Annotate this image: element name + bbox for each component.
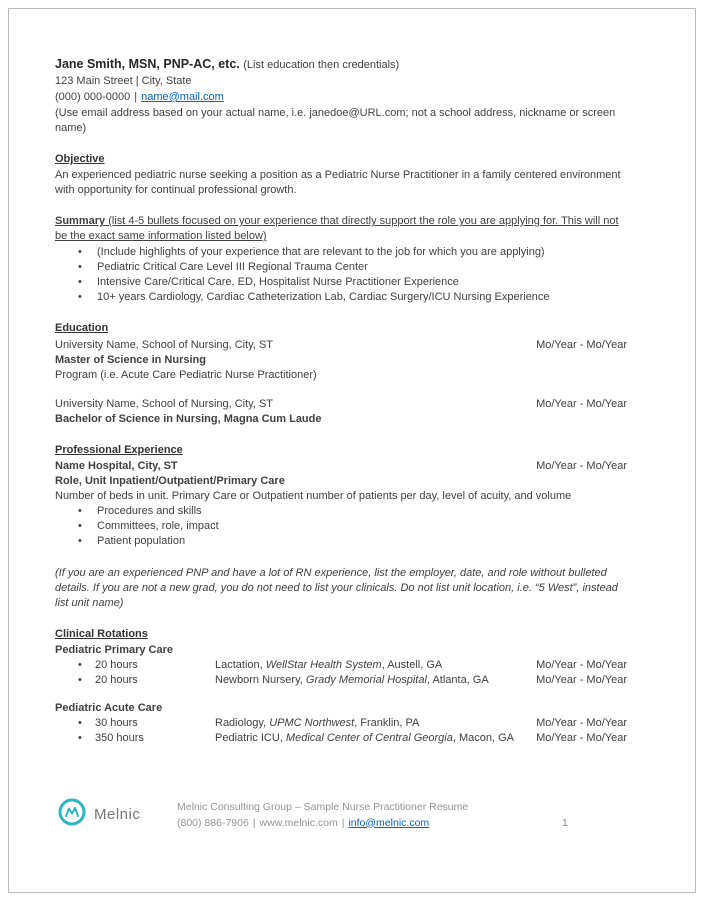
section-objective <box>55 152 627 198</box>
list-item <box>55 534 627 549</box>
program-name: Program (i.e. Acute Care Pediatric Nurse Practitioner) <box>55 369 317 381</box>
rotation-description: Pediatric ICU, Medical Center of Central Georgia, Macon, GA <box>215 732 514 744</box>
rotation-row <box>55 716 627 731</box>
school-name: University Name, School of Nursing, City, ST <box>55 398 274 410</box>
bullet-icon: • <box>78 732 82 744</box>
summary-bullet: (Include highlights of your experience that are relevant to the job for which you are applying) <box>97 246 545 258</box>
rotation-dates: Mo/Year - Mo/Year <box>536 659 627 671</box>
rotation-hours: 350 hours <box>95 732 144 744</box>
melnic-logo-icon <box>57 797 87 832</box>
rotation-group-title: Pediatric Primary Care <box>55 644 174 656</box>
footer-email-link[interactable]: info@melnic.com <box>348 816 430 829</box>
separator: | <box>134 91 138 103</box>
footer-website[interactable]: www.melnic.com <box>259 816 338 829</box>
facility-name: Medical Center of Central Georgia <box>285 732 453 744</box>
education-entry <box>55 338 627 383</box>
rotation-hours: 20 hours <box>95 659 138 671</box>
list-item <box>55 245 627 260</box>
address-line: 123 Main Street | City, State <box>55 75 192 87</box>
list-item <box>55 260 627 275</box>
bullet-icon: • <box>78 505 82 517</box>
objective-body: An experienced pediatric nurse seeking a position as a Pediatric Nurse Practitioner in a family centered environment with opportunity for continual professional growth. <box>55 169 621 196</box>
clinical-heading: Clinical Rotations <box>55 628 148 640</box>
separator: | <box>341 816 345 829</box>
facility-name: UPMC Northwest <box>269 717 355 729</box>
bullet-icon: • <box>78 659 82 671</box>
section-clinical-rotations <box>55 627 627 746</box>
summary-heading-note: (list 4-5 bullets focused on your experience that directly support the role you are applying for. This will not be the exact same information listed below) <box>55 215 619 242</box>
education-dates: Mo/Year - Mo/Year <box>536 398 627 410</box>
list-item <box>55 519 627 534</box>
facility-name: Grady Memorial Hospital <box>305 674 427 686</box>
rotation-hours: 20 hours <box>95 674 138 686</box>
experience-dates: Mo/Year - Mo/Year <box>536 460 627 472</box>
rotation-dates: Mo/Year - Mo/Year <box>536 717 627 729</box>
footer-text-block <box>177 799 468 831</box>
list-item <box>55 290 627 305</box>
bullet-icon: • <box>78 261 82 273</box>
rotation-dates: Mo/Year - Mo/Year <box>536 732 627 744</box>
resume-content <box>55 56 627 746</box>
footer-contact-line <box>177 815 468 831</box>
section-experience <box>55 443 627 611</box>
separator: | <box>252 816 256 829</box>
brand-wordmark: Melnic <box>94 805 141 823</box>
summary-bullet: Intensive Care/Critical Care, ED, Hospitalist Nurse Practitioner Experience <box>97 276 459 288</box>
degree-name: Master of Science in Nursing <box>55 354 206 366</box>
email-link[interactable]: name@mail.com <box>141 91 224 103</box>
footer-phone: (800) 886-7906 <box>177 816 249 829</box>
summary-heading-line <box>55 215 619 242</box>
page-number: 1 <box>562 817 568 829</box>
school-name: University Name, School of Nursing, City, ST <box>55 339 274 351</box>
education-dates: Mo/Year - Mo/Year <box>536 339 627 351</box>
degree-name: Bachelor of Science in Nursing, Magna Cum Laude <box>55 413 322 425</box>
footer-tagline: Melnic Consulting Group – Sample Nurse Practitioner Resume <box>177 800 469 813</box>
email-guidance-note: (Use email address based on your actual name, i.e. janedoe@URL.com; not a school address, nickname or screen name) <box>55 107 616 134</box>
list-item <box>55 504 627 519</box>
rotation-dates: Mo/Year - Mo/Year <box>536 674 627 686</box>
role-description: Number of beds in unit. Primary Care or Outpatient number of patients per day, level of acuity, and volume <box>55 490 572 502</box>
education-heading: Education <box>55 322 109 334</box>
experience-bullet: Procedures and skills <box>97 505 202 517</box>
role-title: Role, Unit Inpatient/Outpatient/Primary Care <box>55 475 285 487</box>
rotation-group-title: Pediatric Acute Care <box>55 702 163 714</box>
experience-guidance-note: (If you are an experienced PNP and have a lot of RN experience, list the employer, date, and role without bulleted details. If you are not a new grad, you do not need to list your clinicals. Do not list unit location, i.e. “5 West”, instead list unit name) <box>55 567 618 609</box>
bullet-icon: • <box>78 276 82 288</box>
bullet-icon: • <box>78 674 82 686</box>
section-summary <box>55 214 627 305</box>
experience-bullet: Patient population <box>97 535 186 547</box>
rotation-description: Lactation, WellStar Health System, Austell, GA <box>215 659 443 671</box>
experience-bullet: Committees, role, impact <box>97 520 219 532</box>
bullet-icon: • <box>78 520 82 532</box>
facility-name: WellStar Health System <box>265 659 382 671</box>
phone-number: (000) 000-0000 <box>55 91 131 103</box>
section-education <box>55 321 627 427</box>
objective-heading: Objective <box>55 153 105 165</box>
rotation-description: Radiology, UPMC Northwest, Franklin, PA <box>215 717 420 729</box>
candidate-name: Jane Smith, MSN, PNP-AC, etc. <box>55 57 240 71</box>
summary-bullet: Pediatric Critical Care Level III Regional Trauma Center <box>97 261 368 273</box>
employer-name: Name Hospital, City, ST <box>55 460 178 472</box>
rotation-row <box>55 673 627 688</box>
page-footer <box>57 797 647 843</box>
education-entry <box>55 397 627 427</box>
experience-heading: Professional Experience <box>55 444 183 456</box>
contact-line <box>55 90 627 105</box>
rotation-group <box>55 643 627 688</box>
melnic-logo <box>57 797 175 832</box>
rotation-row <box>55 658 627 673</box>
rotation-description: Newborn Nursery, Grady Memorial Hospital, Atlanta, GA <box>215 674 489 686</box>
header-name-line <box>55 56 627 74</box>
name-note: (List education then credentials) <box>243 59 400 71</box>
bullet-icon: • <box>78 291 82 303</box>
list-item <box>55 275 627 290</box>
bullet-icon: • <box>78 717 82 729</box>
rotation-group <box>55 701 627 746</box>
rotation-row <box>55 731 627 746</box>
rotation-hours: 30 hours <box>95 717 138 729</box>
summary-bullet: 10+ years Cardiology, Cardiac Catheterization Lab, Cardiac Surgery/ICU Nursing Experience <box>97 291 550 303</box>
bullet-icon: • <box>78 246 82 258</box>
bullet-icon: • <box>78 535 82 547</box>
summary-heading: Summary <box>55 215 106 227</box>
